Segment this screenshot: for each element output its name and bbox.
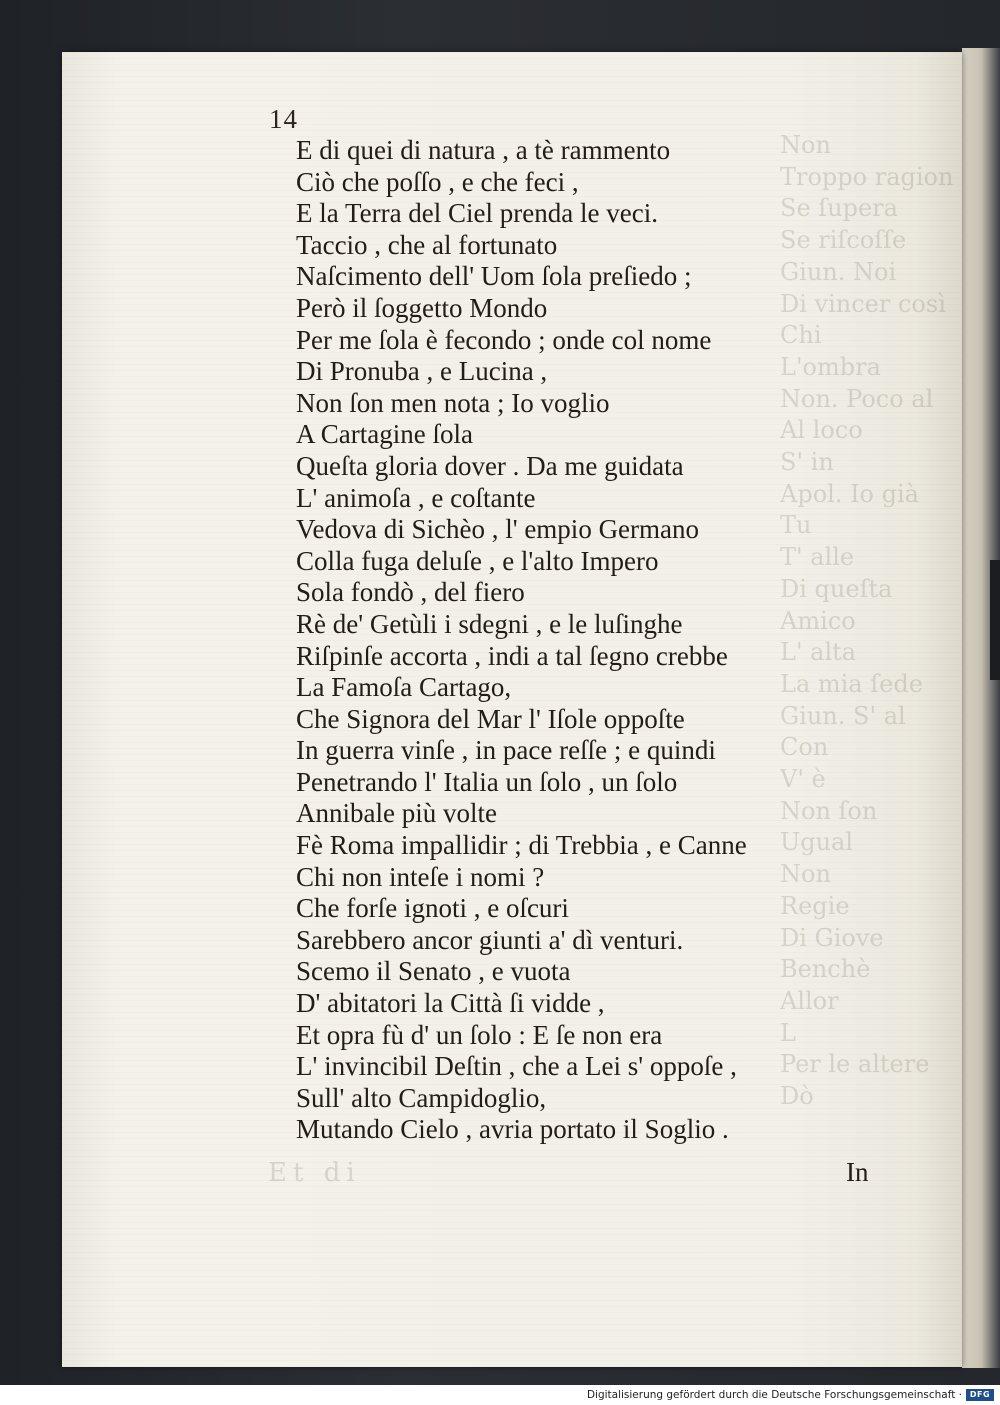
verse-line: Però il ſoggetto Mondo: [296, 292, 548, 323]
page-number: 14: [269, 104, 298, 134]
show-through-catchword: Et di: [268, 1158, 361, 1188]
verse-line: Naſcimento dell' Uom ſola preſiedo ;: [296, 261, 692, 292]
facing-page-edge: [962, 48, 1000, 1368]
verse-line: L' invincibil Deſtin , che a Lei s' oppoſe ,: [296, 1051, 737, 1082]
verse-line: Che forſe ignoti , e oſcuri: [296, 893, 569, 924]
verse-line: Sola fondò , del fiero: [296, 577, 525, 608]
verse-line: Fè Roma impallidir ; di Trebbia , e Canne: [296, 830, 747, 861]
verse-line: Sull' alto Campidoglio,: [296, 1082, 547, 1113]
binding-shadow: [990, 560, 1000, 680]
funding-credit: Digitalisierung gefördert durch die Deutsche Forschungsgemeinschaft ·: [586, 1389, 962, 1401]
verse-line: Per me ſola è fecondo ; onde col nome: [296, 324, 712, 355]
verse-line: Annibale più volte: [296, 798, 497, 829]
catchword: In: [846, 1157, 869, 1187]
verse-line: Chi non inteſe i nomi ?: [296, 861, 545, 892]
verse-line: Riſpinſe accorta , indi a tal ſegno crebbe: [296, 640, 728, 671]
verse-line: L' animoſa , e coſtante: [296, 482, 536, 513]
verse-line: Vedova di Sichèo , l' empio Germano: [296, 514, 700, 545]
verse-line: Rè de' Getùli i sdegni , e le luſinghe: [296, 608, 683, 639]
verse-line: In guerra vinſe , in pace reſſe ; e quindi: [296, 735, 716, 766]
verse-line: Queſta gloria dover . Da me guidata: [296, 450, 684, 481]
verse-line: La Famoſa Cartago,: [296, 672, 512, 703]
verse-line: Penetrando l' Italia un ſolo , un ſolo: [296, 766, 678, 797]
verse-line: Mutando Cielo , avria portato il Soglio .: [296, 1114, 729, 1145]
verse-line: E la Terra del Ciel prenda le veci.: [296, 198, 658, 229]
verse-line: D' abitatori la Città ſi vidde ,: [296, 988, 605, 1019]
verse-line: Che Signora del Mar l' Iſole oppoſte: [296, 703, 685, 734]
verse-line: Sarebbero ancor giunti a' dì venturi.: [296, 924, 684, 955]
verse-line: Colla fuga deluſe , e l'alto Impero: [296, 545, 659, 576]
verse-line: E di quei di natura , a tè rammento: [296, 135, 671, 165]
verse-line: Non ſon men nota ; Io voglio: [296, 387, 610, 418]
verse-line: Scemo il Senato , e vuota: [296, 956, 571, 987]
show-through-text: Non Troppo ragion Se ſupera Se riſcoſſe Giun. Noi Di vincer così Chi L'ombra Non. Poco al Al loco S' in Apol. Io già Tu T' alle Di queſta Amico L' alta La mia ſede Giun. S' al Con V' è Non ſon Ugual Non Regie Di Giove Benchè Allor L Per le altere Dò: [780, 131, 954, 1111]
verse-text: [296, 135, 896, 1146]
verse-line: Et opra fù d' un ſolo : E ſe non era: [296, 1019, 663, 1050]
dfg-logo[interactable]: DFG: [966, 1389, 994, 1401]
verse-line: Di Pronuba , e Lucina ,: [296, 356, 548, 387]
verse-line: A Cartagine ſola: [296, 419, 473, 450]
verse-line: Taccio , che al fortunato: [296, 229, 558, 260]
verse-line: Ciò che poſſo , e che feci ,: [296, 166, 579, 197]
